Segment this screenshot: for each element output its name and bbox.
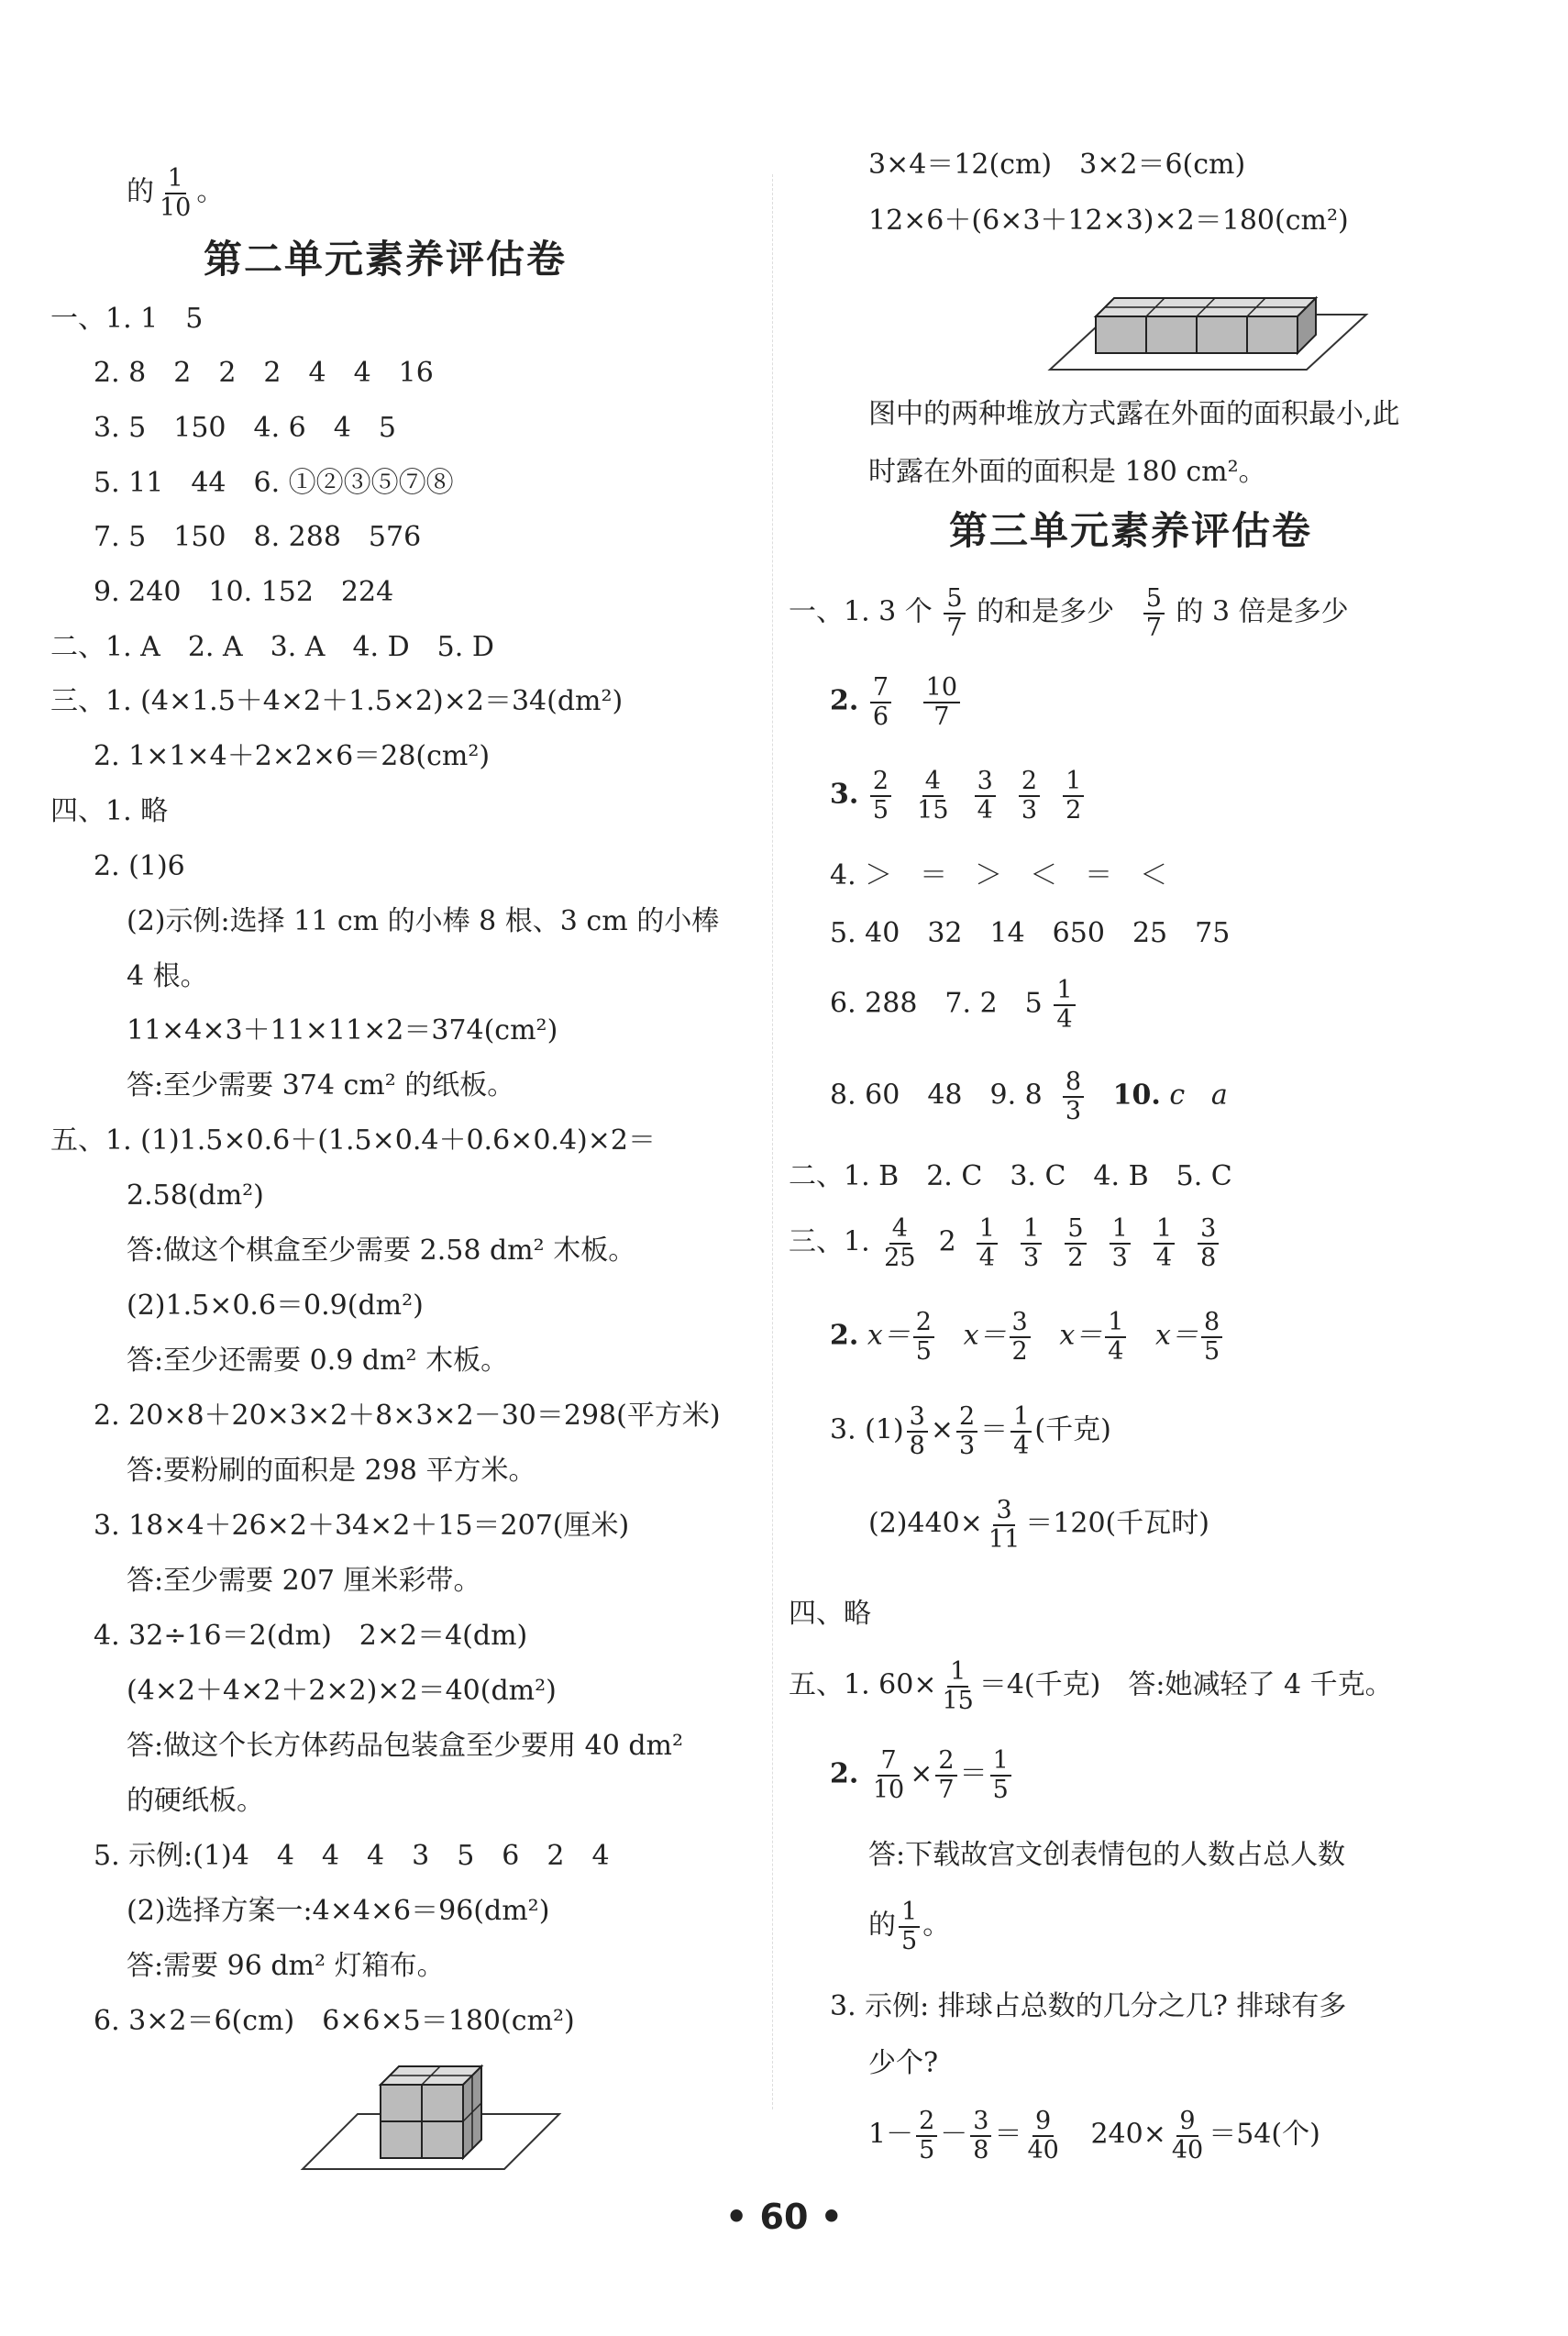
intro-line: 的 $\frac{1}{10}$ 。 <box>127 164 225 222</box>
answer-line: 少个? <box>868 2047 939 2079</box>
answer-line: 答:至少还需要 0.9 dm² 木板。 <box>127 1345 509 1377</box>
q1-line: 一、1. 3 个 $\frac{5}{7}$ 的和是多少 $\frac{5}{7}$ 的 3 倍是多少 <box>789 584 1349 642</box>
q4-line: 4. ＞ ＝ ＞ ＜ ＝ ＜ <box>830 859 1168 891</box>
answer-line: 答:需要 96 dm² 灯箱布。 <box>127 1950 445 1982</box>
answer-line: 2. (1)6 <box>94 850 185 882</box>
s5-2-line: 2. $\frac{7}{10}$ × $\frac{2}{7}$ ＝ $\frac{1}{5}$ <box>830 1747 1014 1803</box>
answer-line: 图中的两种堆放方式露在外面的面积最小,此 <box>868 398 1400 430</box>
unit2-title: 第二单元素养评估卷 <box>204 237 568 282</box>
answer-line: 答:至少需要 374 cm² 的纸板。 <box>127 1069 515 1102</box>
column-divider <box>772 174 773 2109</box>
answer-line: 7. 5 150 8. 288 576 <box>94 521 422 553</box>
answer-line: 四、1. 略 <box>50 795 169 827</box>
s5-1-line: 五、1. 60× $\frac{1}{15}$ ＝4(千克) 答:她减轻了 4 千克。 <box>789 1657 1393 1715</box>
q3-line: 3. $\frac{2}{5}$ $\frac{4}{15}$ $\frac{3}{4}$ $\frac{2}{3}$ $\frac{1}{2}$ <box>830 768 1087 824</box>
answer-line: 五、1. (1)1.5×0.6＋(1.5×0.4＋0.6×0.4)×2＝ <box>50 1124 656 1157</box>
answer-line: 3. 5 150 4. 6 4 5 <box>94 412 396 444</box>
page-number: • 60 • <box>725 2197 843 2237</box>
answer-line: (2)1.5×0.6＝0.9(dm²) <box>127 1290 424 1322</box>
answer-line: 5. 11 44 6. ①②③⑤⑦⑧ <box>94 467 454 499</box>
answer-line: 的硬纸板。 <box>127 1785 264 1817</box>
answer-line: 11×4×3＋11×11×2＝374(cm²) <box>127 1014 558 1046</box>
section4-line: 四、略 <box>789 1598 871 1630</box>
answer-line: 答:做这个长方体药品包装盒至少要用 40 dm² <box>127 1730 684 1762</box>
answer-line: 2. 20×8＋20×3×2＋8×3×2－30＝298(平方米) <box>94 1400 721 1432</box>
s3-3a-line: 3. (1) $\frac{3}{8}$ × $\frac{2}{3}$ ＝ $\frac{1}{4}$ (千克) <box>830 1402 1111 1460</box>
answer-line: 二、1. A 2. A 3. A 4. D 5. D <box>50 631 494 663</box>
s5-2c-line: 的 $\frac{1}{5}$ 。 <box>868 1898 951 1955</box>
s5-3c-line: 1－ $\frac{2}{5}$ － $\frac{3}{8}$ ＝ $\frac{9}{40}$ 240× $\frac{9}{40}$ ＝54(个) <box>868 2107 1320 2164</box>
answer-line: (2)示例:选择 11 cm 的小棒 8 根、3 cm 的小棒 <box>127 905 720 937</box>
answer-line: 2.58(dm²) <box>127 1179 264 1212</box>
answer-line: 时露在外面的面积是 180 cm²。 <box>868 456 1266 488</box>
answer-line: 答:要粉刷的面积是 298 平方米。 <box>127 1455 536 1487</box>
q5-line: 5. 40 32 14 650 25 75 <box>830 917 1231 949</box>
answer-line: 一、1. 1 5 <box>50 303 204 335</box>
q8-line: 8. 60 48 9. 8 $\frac{8}{3}$ 10. c a <box>830 1068 1228 1125</box>
cuboid-stack-figure <box>1041 280 1380 376</box>
answer-line: 3. 18×4＋26×2＋34×2＋15＝207(厘米) <box>94 1510 630 1542</box>
answer-line: 3. 示例: 排球占总数的几分之几? 排球有多 <box>830 1990 1347 2022</box>
answer-line: (2)选择方案一:4×4×6＝96(dm²) <box>127 1895 550 1927</box>
answer-line: 三、1. (4×1.5＋4×2＋1.5×2)×2＝34(dm²) <box>50 685 624 717</box>
answer-line: 3×4＝12(cm) 3×2＝6(cm) <box>868 149 1246 181</box>
q2-line: 2. $\frac{7}{6}$ $\frac{10}{7}$ <box>830 674 963 730</box>
answer-line: 4 根。 <box>127 960 208 992</box>
answer-line: 4. 32÷16＝2(dm) 2×2＝4(dm) <box>94 1620 528 1652</box>
answer-line: 12×6＋(6×3＋12×3)×2＝180(cm²) <box>868 205 1349 237</box>
answer-line: 答:做这个棋盒至少需要 2.58 dm² 木板。 <box>127 1234 636 1267</box>
answer-line: 答:至少需要 207 厘米彩带。 <box>127 1565 481 1597</box>
answer-line: 9. 240 10. 152 224 <box>94 576 394 608</box>
answer-line: 2. 8 2 2 2 4 4 16 <box>94 357 434 389</box>
s3-1-line: 三、1. $\frac{4}{25}$ 2 $\frac{1}{4}$ $\frac{1}{3}$ $\frac{5}{2}$ $\frac{1}{3}$ $\frac{1}{4}$ $\frac{3}{8}$ <box>789 1215 1221 1271</box>
answer-line: 5. 示例:(1)4 4 4 4 3 5 6 2 4 <box>94 1840 610 1872</box>
answer-line: 2. 1×1×4＋2×2×6＝28(cm²) <box>94 740 491 772</box>
q6-line: 6. 288 7. 2 5 $\frac{1}{4}$ <box>830 977 1078 1033</box>
cube-stack-figure <box>293 2050 569 2178</box>
s3-3b-line: (2)440× $\frac{3}{11}$ ＝120(千瓦时) <box>868 1496 1209 1554</box>
section2-line: 二、1. B 2. C 3. C 4. B 5. C <box>789 1160 1232 1192</box>
s3-2-line: 2. x＝ $\frac{2}{5}$ x＝ $\frac{3}{2}$ x＝ $\frac{1}{4}$ x＝ $\frac{8}{5}$ <box>830 1309 1225 1365</box>
answer-line: (4×2＋4×2＋2×2)×2＝40(dm²) <box>127 1675 557 1707</box>
answer-line: 答:下载故宫文创表情包的人数占总人数 <box>868 1839 1346 1871</box>
answer-line: 6. 3×2＝6(cm) 6×6×5＝180(cm²) <box>94 2005 575 2037</box>
unit3-title: 第三单元素养评估卷 <box>949 508 1313 553</box>
